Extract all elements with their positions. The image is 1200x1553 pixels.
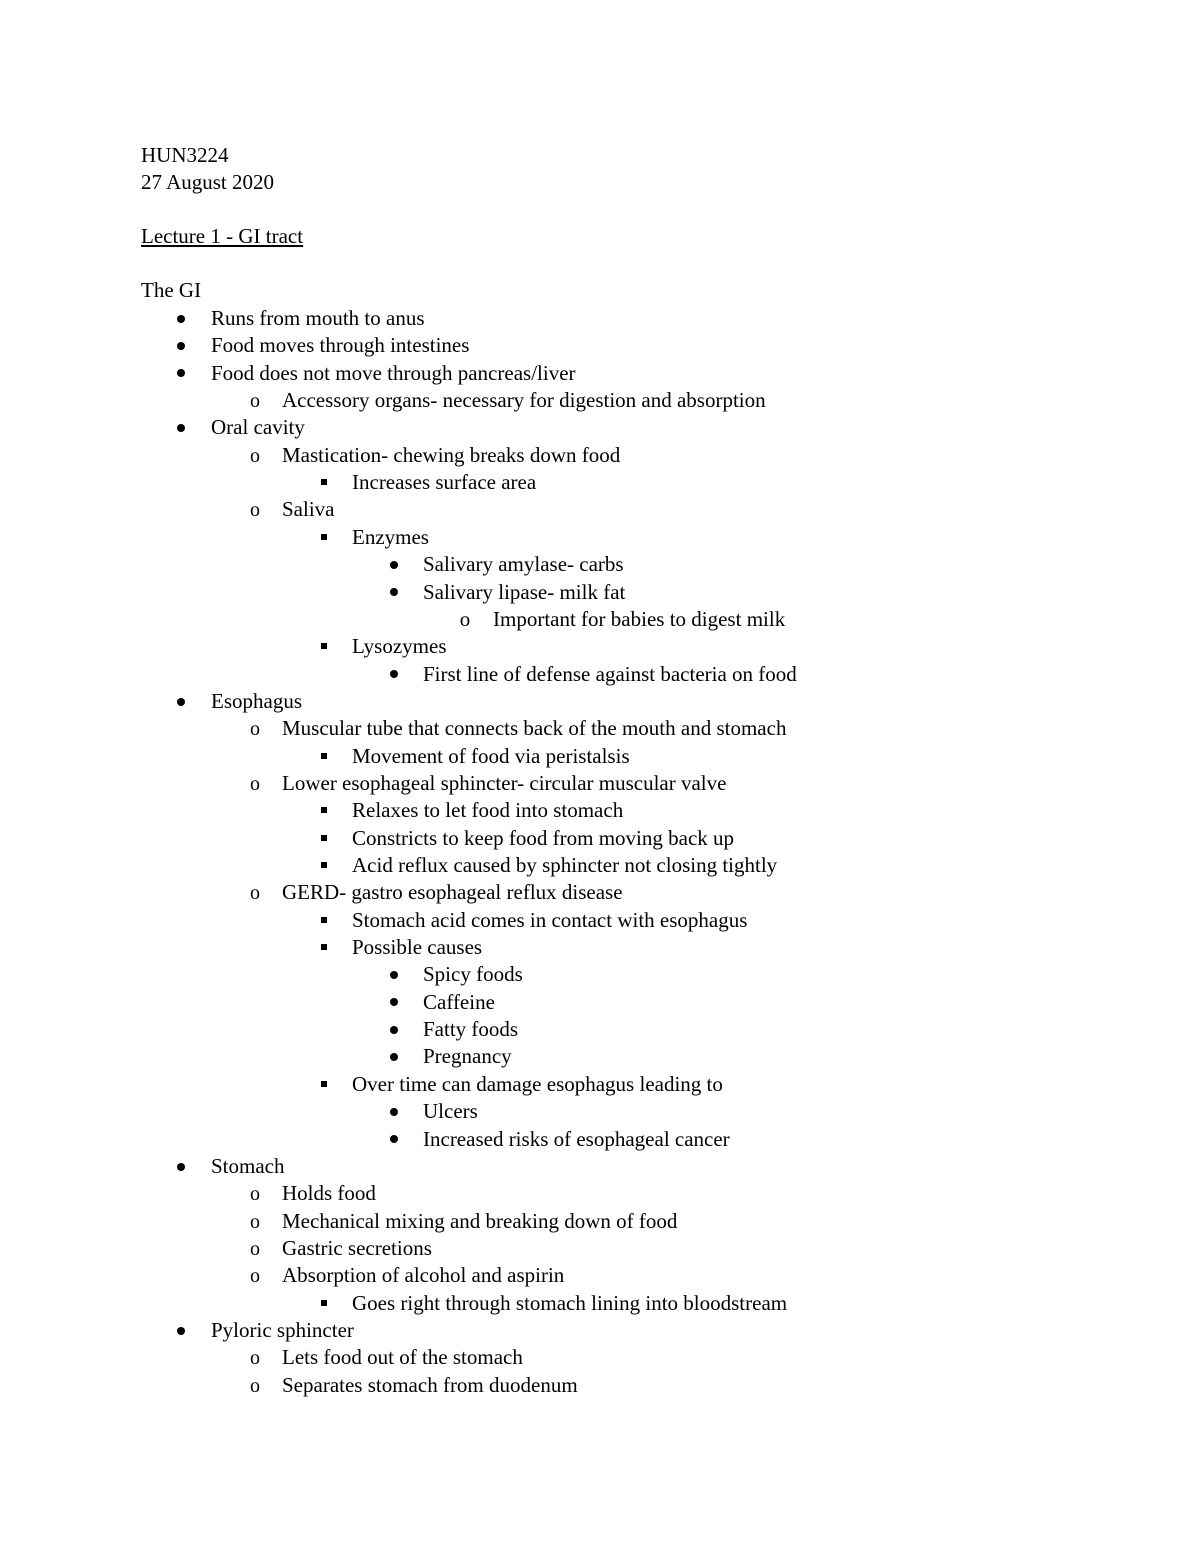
outline-item-text: Food moves through intestines: [211, 333, 470, 358]
outline-item-text: Lets food out of the stomach: [282, 1345, 523, 1370]
outline-item-level-2: [0, 714, 1200, 742]
bullet-dot-icon: [384, 1042, 404, 1070]
outline-item-text: Accessory organs- necessary for digestion and absorption: [282, 388, 766, 413]
outline-item-level-1: [0, 1152, 1200, 1180]
outline-item-level-3: [0, 851, 1200, 879]
outline-item-level-1: [0, 359, 1200, 387]
outline-item-text: Ulcers: [423, 1099, 478, 1124]
bullet-circle-icon: o: [250, 1265, 260, 1288]
bullet-dot-icon: [384, 1125, 404, 1153]
outline-item-level-2: [0, 1343, 1200, 1371]
outline-item-text: Salivary lipase- milk fat: [423, 579, 626, 604]
outline-item-text: Pyloric sphincter: [211, 1317, 354, 1342]
outline-item-level-1: [0, 1316, 1200, 1344]
bullet-dot-icon: [171, 1316, 191, 1344]
outline-item-text: Stomach: [211, 1153, 285, 1178]
bullet-dot-icon: [171, 413, 191, 441]
lecture-date: 27 August 2020: [141, 170, 275, 194]
bullet-square-icon: [314, 824, 334, 852]
outline-item-text: Increased risks of esophageal cancer: [423, 1126, 730, 1151]
bullet-dot-icon: [171, 687, 191, 715]
bullet-circle-icon: o: [250, 1374, 260, 1397]
outline-item-text: Acid reflux caused by sphincter not closing tightly: [352, 853, 778, 877]
outline-item-level-3: [0, 796, 1200, 824]
outline-item-level-4: [0, 1125, 1200, 1153]
bullet-square-icon: [314, 742, 334, 770]
outline-item-text: Esophagus: [211, 688, 302, 713]
bullet-square-icon: [314, 933, 334, 961]
bullet-square-icon: [314, 1070, 334, 1098]
section-title: The GI: [141, 278, 202, 302]
outline-item-level-2: [0, 878, 1200, 906]
bullet-circle-icon: o: [250, 390, 260, 413]
bullet-dot-icon: [171, 331, 191, 359]
outline-item-text: Constricts to keep food from moving back up: [352, 825, 735, 850]
bullet-square-icon: [314, 468, 334, 496]
outline-item-text: Lower esophageal sphincter- circular muscular valve: [282, 770, 727, 795]
outline-item-text: Pregnancy: [423, 1044, 512, 1069]
bullet-circle-icon: o: [459, 606, 471, 631]
bullet-dot-icon: [171, 304, 191, 332]
outline-item-text: Lysozymes: [352, 634, 447, 659]
bullet-square-icon: [314, 851, 334, 879]
outline-item-text: Holds food: [282, 1181, 376, 1206]
outline-item-level-2: [0, 495, 1200, 523]
bullet-circle-icon: o: [250, 1237, 260, 1260]
outline-item-level-3: [0, 933, 1200, 961]
outline-item-text: Absorption of alcohol and aspirin: [282, 1263, 565, 1288]
bullet-dot-icon: [384, 1015, 404, 1043]
bullet-square-icon: [314, 1289, 334, 1317]
outline-item-text: Saliva: [282, 497, 335, 522]
outline-item-text: Goes right through stomach lining into bloodstream: [352, 1290, 788, 1315]
outline-item-level-4: [0, 960, 1200, 988]
outline-item-level-2: [0, 1371, 1200, 1399]
outline-item-text: Separates stomach from duodenum: [282, 1372, 578, 1397]
outline-item-level-2: [0, 1179, 1200, 1207]
outline-item-text: Caffeine: [423, 989, 495, 1014]
bullet-square-icon: [314, 796, 334, 824]
outline-item-text: Mechanical mixing and breaking down of food: [282, 1208, 678, 1233]
course-code: HUN3224: [141, 143, 229, 167]
outline-item-text: Runs from mouth to anus: [211, 306, 425, 330]
outline-item-level-3: [0, 1289, 1200, 1317]
outline-item-level-3: [0, 824, 1200, 852]
outline-item-text: Oral cavity: [211, 415, 305, 440]
outline-item-level-2: [0, 386, 1200, 414]
outline-item-text: Movement of food via peristalsis: [352, 743, 630, 768]
outline-item-text: First line of defense against bacteria on food: [423, 661, 797, 686]
outline-item-level-3: [0, 632, 1200, 660]
outline-item-level-3: [0, 468, 1200, 496]
bullet-dot-icon: [384, 988, 404, 1016]
bullet-circle-icon: o: [250, 1183, 260, 1206]
outline-item-level-4: [0, 578, 1200, 606]
outline-item-level-2: [0, 1261, 1200, 1289]
outline-item-level-4: [0, 988, 1200, 1016]
outline-item-level-1: [0, 413, 1200, 441]
outline-item-text: Possible causes: [352, 935, 483, 960]
outline-item-text: Fatty foods: [423, 1017, 519, 1042]
bullet-dot-icon: [171, 359, 191, 387]
bullet-circle-icon: o: [250, 444, 260, 467]
outline-item-level-2: [0, 1207, 1200, 1235]
outline-item-level-4: [0, 550, 1200, 578]
outline-item-level-3: [0, 742, 1200, 770]
bullet-circle-icon: o: [250, 1210, 260, 1233]
bullet-square-icon: [314, 632, 334, 660]
outline-item-level-5: [0, 605, 1200, 633]
outline-item-level-2: [0, 769, 1200, 797]
bullet-dot-icon: [384, 1097, 404, 1125]
bullet-circle-icon: o: [250, 1347, 260, 1370]
outline-item-text: Over time can damage esophagus leading to: [352, 1071, 723, 1096]
outline-item-level-4: [0, 660, 1200, 688]
bullet-dot-icon: [384, 550, 404, 578]
bullet-dot-icon: [384, 960, 404, 988]
outline-item-text: Important for babies to digest milk: [493, 606, 786, 631]
outline-item-level-4: [0, 1042, 1200, 1070]
outline-item-text: Muscular tube that connects back of the mouth and stomach: [282, 716, 787, 741]
outline-item-level-2: [0, 441, 1200, 469]
bullet-dot-icon: [384, 578, 404, 606]
outline-item-level-1: [0, 304, 1200, 332]
bullet-dot-icon: [171, 1152, 191, 1180]
bullet-circle-icon: o: [250, 499, 260, 522]
outline-item-text: GERD- gastro esophageal reflux disease: [282, 880, 623, 905]
outline-item-text: Increases surface area: [352, 470, 537, 495]
bullet-circle-icon: o: [250, 772, 260, 795]
bullet-circle-icon: o: [250, 718, 260, 741]
outline-item-text: Gastric secretions: [282, 1235, 432, 1260]
outline-item-level-4: [0, 1015, 1200, 1043]
outline-item-level-3: [0, 523, 1200, 551]
outline-item-level-1: [0, 687, 1200, 715]
bullet-dot-icon: [384, 660, 404, 688]
outline-item-text: Relaxes to let food into stomach: [352, 798, 624, 823]
outline-item-level-3: [0, 1070, 1200, 1098]
outline-item-text: Stomach acid comes in contact with esophagus: [352, 907, 748, 932]
outline-item-text: Spicy foods: [423, 962, 523, 987]
outline-item-text: Food does not move through pancreas/liver: [211, 360, 576, 385]
outline-item-level-1: [0, 331, 1200, 359]
outline-item-level-3: [0, 906, 1200, 934]
outline-item-level-2: [0, 1234, 1200, 1262]
bullet-square-icon: [314, 523, 334, 551]
outline-item-text: Salivary amylase- carbs: [423, 552, 624, 577]
bullet-circle-icon: o: [250, 882, 260, 905]
bullet-square-icon: [314, 906, 334, 934]
lecture-title: Lecture 1 - GI tract: [141, 224, 304, 248]
outline-item-text: Enzymes: [352, 524, 429, 549]
outline-item-level-4: [0, 1097, 1200, 1125]
outline-item-text: Mastication- chewing breaks down food: [282, 442, 621, 467]
